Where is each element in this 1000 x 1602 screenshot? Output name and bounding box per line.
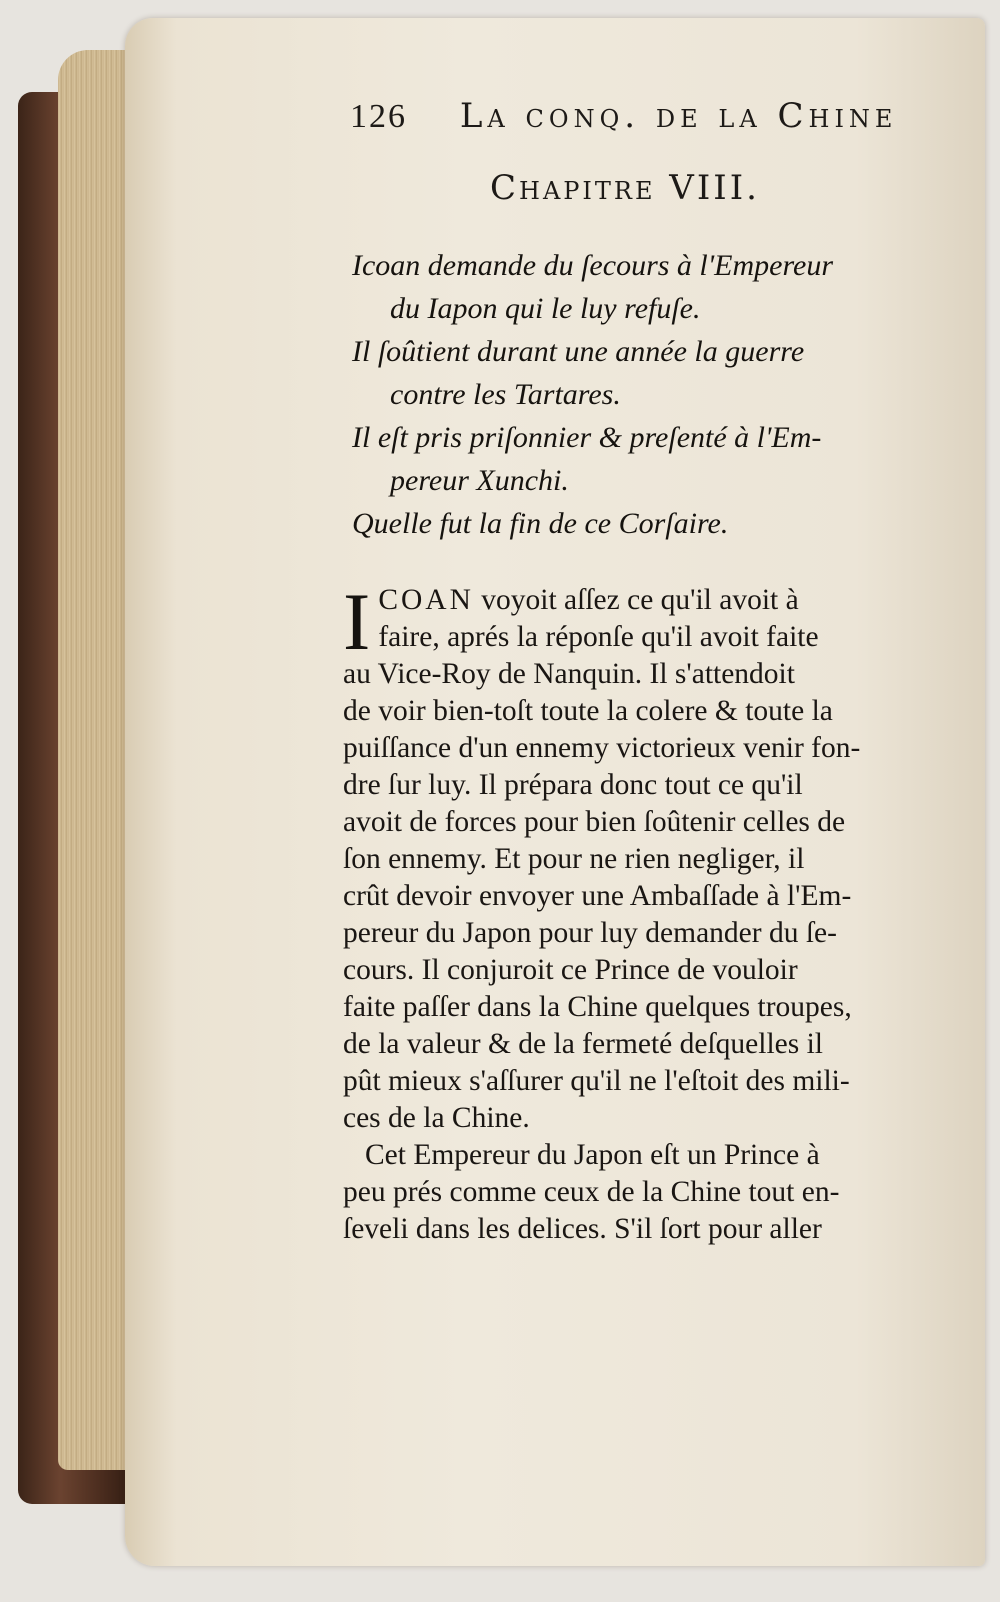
text-line: puiſſance d'un ennemy victorieux venir fon- — [343, 732, 861, 764]
chapter-title: Chapitre VIII. — [490, 168, 760, 208]
text-line: avoit de forces pour bien ſoûtenir celles de — [343, 806, 846, 838]
text-line: ſeveli dans les delices. S'il ſort pour aller — [343, 1213, 822, 1245]
page-number: 126 — [350, 98, 407, 135]
text-line: Cet Empereur du Japon eſt un Prince à — [365, 1139, 820, 1171]
first-word: COAN — [378, 584, 474, 616]
drop-cap: I — [343, 576, 371, 667]
summary-line: Il ſoûtient durant une année la guerre — [352, 335, 805, 368]
page-header — [350, 96, 910, 136]
text-line: de la valeur & de la fermeté deſquelles il — [343, 1028, 823, 1060]
chapter-summary — [352, 244, 952, 545]
summary-line: du Iapon qui le luy refuſe. — [390, 292, 701, 325]
summary-line: Icoan demande du ſecours à l'Empereur — [352, 249, 834, 282]
summary-line: contre les Tartares. — [390, 378, 621, 411]
text-line: dre ſur luy. Il prépara donc tout ce qu'il — [343, 769, 803, 801]
text-line: COAN voyoit aſſez ce qu'il avoit à — [378, 584, 799, 616]
running-title: La conq. de la Chine — [459, 96, 898, 136]
text-line: ces de la Chine. — [343, 1102, 530, 1134]
text-line: au Vice-Roy de Nanquin. Il s'attendoit — [343, 658, 795, 690]
text-line: pût mieux s'aſſurer qu'il ne l'eſtoit des mili- — [343, 1065, 850, 1097]
text-line: cours. Il conjuroit ce Prince de vouloir — [343, 954, 798, 986]
text-line: faite paſſer dans la Chine quelques troupes, — [343, 991, 852, 1023]
text-line: pereur du Japon pour luy demander du ſe- — [343, 917, 837, 949]
summary-line: pereur Xunchi. — [390, 464, 569, 497]
text-line: crût devoir envoyer une Ambaſſade à l'Em- — [343, 880, 852, 912]
text-line: peu prés comme ceux de la Chine tout en- — [343, 1176, 840, 1208]
text-line: ſon ennemy. Et pour ne rien negliger, il — [343, 843, 805, 875]
summary-line: Il eſt pris priſonnier & preſenté à l'Em- — [352, 421, 822, 454]
summary-line: Quelle fut la fin de ce Corſaire. — [352, 507, 729, 540]
text-line: de voir bien-toſt toute la colere & toute la — [343, 695, 833, 727]
body-text — [343, 576, 943, 1248]
text-line: faire, aprés la réponſe qu'il avoit faite — [378, 621, 819, 653]
